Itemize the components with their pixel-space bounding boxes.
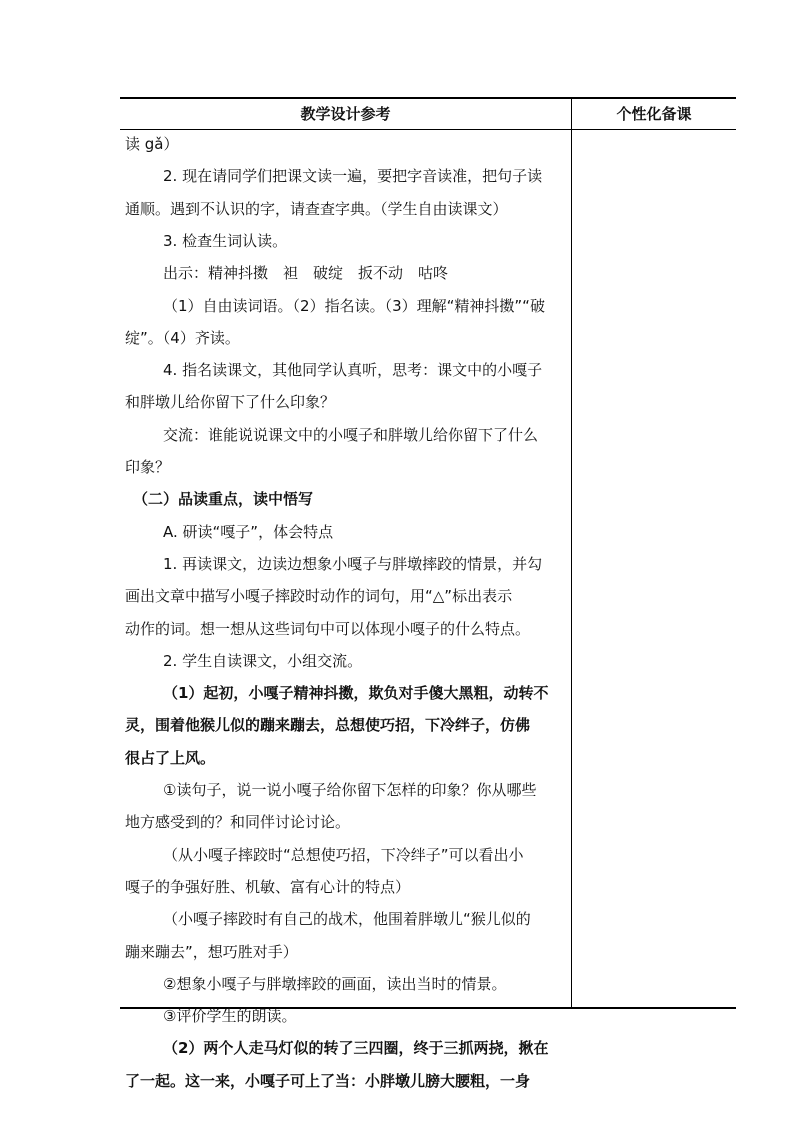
text-line: ②想象小嘎子与胖墩摔跤的画面，读出当时的情景。 — [163, 974, 507, 993]
text-line: 了一起。这一来，小嘎子可上了当：小胖墩儿膀大腰粗，一身 — [125, 1071, 531, 1090]
text-line: （2）两个人走马灯似的转了三四圈，终于三抓两挠，揪在 — [163, 1039, 549, 1058]
text-line: 1. 再读课文，边读边想象小嘎子与胖墩摔跤的情景，并勾 — [163, 554, 543, 573]
text-line: 很占了上风。 — [125, 748, 216, 767]
text-line: 2. 现在请同学们把课文读一遍，要把字音读准，把句子读 — [163, 167, 543, 186]
lesson-plan-table — [120, 97, 736, 1090]
text-line: ①读句子，说一说小嘎子给你留下怎样的印象？你从哪些 — [163, 781, 537, 799]
text-line: A. 研读“嘎子”，体会特点 — [163, 522, 334, 541]
header-teaching-design: 教学设计参考 — [300, 105, 391, 123]
text-line: 交流：谁能说说课文中的小嘎子和胖墩儿给你留下了什么 — [163, 425, 539, 444]
text-line: 蹦来蹦去”，想巧胜对手） — [125, 942, 298, 961]
text-line: 画出文章中描写小嘎子摔跤时动作的词句，用“△”标出表示 — [125, 587, 513, 606]
text-line: （1）自由读词语。（2）指名读。（3）理解“精神抖擞”“破 — [163, 296, 545, 315]
text-line: 地方感受到的？和同伴讨论讨论。 — [125, 813, 351, 832]
text-line: 和胖墩儿给你留下了什么印象？ — [125, 393, 336, 412]
text-line: 3. 检查生词认读。 — [163, 231, 288, 250]
text-line: （二）品读重点，读中悟写 — [133, 490, 314, 509]
text-line: ③评价学生的朗读。 — [163, 1007, 297, 1026]
text-line: 动作的词。想一想从这些词句中可以体现小嘎子的什么特点。 — [125, 619, 531, 638]
text-line: （小嘎子摔跤时有自己的战术，他围着胖墩儿“猴儿似的 — [163, 910, 531, 929]
text-line: 嘎子的争强好胜、机敏、富有心计的特点） — [125, 877, 411, 896]
text-line: 2. 学生自读课文，小组交流。 — [163, 651, 363, 670]
text-line: 绽”。（4）齐读。 — [125, 328, 240, 347]
text-line: 出示：精神抖擞 袒 破绽 扳不动 咕咚 — [163, 264, 449, 283]
text-line: （1）起初，小嘎子精神抖擞，欺负对手傻大黑粗，动转不 — [163, 684, 549, 703]
text-line: 通顺。遇到不认识的字，请查查字典。（学生自由读课文） — [125, 199, 508, 218]
text-line: 灵，围着他猴儿似的蹦来蹦去，总想使巧招，下冷绊子，仿佛 — [125, 716, 531, 735]
text-line: 读 gǎ） — [125, 135, 179, 153]
text-line: 4. 指名读课文，其他同学认真听，思考：课文中的小嘎子 — [163, 361, 543, 380]
header-personalized-prep: 个性化备课 — [616, 105, 692, 123]
table-header-row — [120, 99, 736, 130]
column-divider — [571, 99, 572, 1007]
text-line: （从小嘎子摔跤时“总想使巧招，下冷绊子”可以看出小 — [163, 845, 524, 864]
text-line: 印象？ — [125, 458, 171, 476]
